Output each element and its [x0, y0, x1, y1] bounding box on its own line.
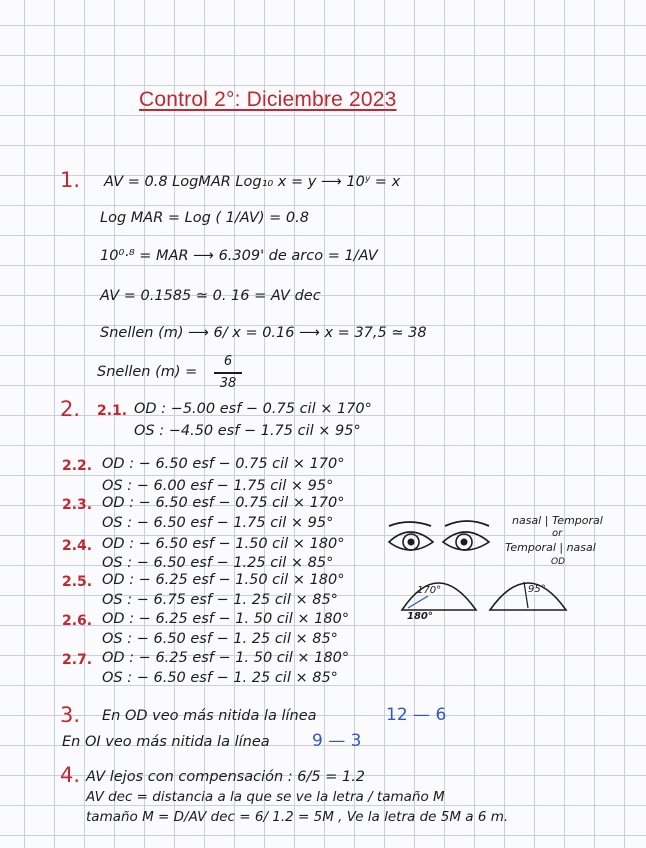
- subsection-2-3-label: 2.3.: [62, 497, 93, 513]
- axis-label-left-blue: 180°: [407, 611, 433, 622]
- or-label: or: [552, 528, 563, 539]
- section-1-line-1: AV = 0.8 LogMAR Log₁₀ x = y ⟶ 10ʸ = x: [104, 174, 401, 190]
- subsection-2-6-os: OS : − 6.50 esf − 1. 25 cil × 85°: [102, 631, 338, 647]
- temporal-nasal-label: Temporal | nasal: [505, 541, 596, 554]
- nasal-temporal-label: nasal | Temporal: [512, 514, 603, 527]
- subsection-2-2-os: OS : − 6.00 esf − 1.75 cil × 95°: [102, 478, 334, 494]
- section-2-number: 2.: [60, 397, 81, 421]
- section-4-line-1: AV lejos con compensación : 6/5 = 1.2: [86, 769, 366, 785]
- section-1-line-2: Log MAR = Log ( 1/AV) = 0.8: [100, 210, 309, 226]
- section-3-line-1-answer: 12 — 6: [386, 705, 447, 725]
- section-3-line-2: En OI veo más nitida la línea: [62, 734, 270, 750]
- fraction-bar: [214, 372, 242, 374]
- section-1-line-4: AV = 0.1585 ≃ 0. 16 = AV dec: [100, 288, 321, 304]
- section-4-number: 4.: [60, 763, 81, 787]
- subsection-2-1-od: OD : −5.00 esf − 0.75 cil × 170°: [134, 401, 372, 417]
- subsection-2-5-label: 2.5.: [62, 574, 93, 590]
- subsection-2-1-label: 2.1.: [97, 403, 128, 419]
- section-1-line-6-label: Snellen (m) =: [97, 364, 198, 380]
- section-3-line-1: En OD veo más nitida la línea: [102, 708, 317, 724]
- subsection-2-3-od: OD : − 6.50 esf − 0.75 cil × 170°: [102, 495, 345, 511]
- section-1-line-5: Snellen (m) ⟶ 6/ x = 0.16 ⟶ x = 37,5 ≃ 38: [100, 325, 427, 341]
- axis-label-left: 170°: [417, 585, 442, 596]
- od-label: OD: [551, 557, 566, 567]
- subsection-2-3-os: OS : − 6.50 esf − 1.75 cil × 95°: [102, 515, 334, 531]
- section-3-line-2-answer: 9 — 3: [312, 731, 362, 751]
- subsection-2-4-label: 2.4.: [62, 538, 93, 554]
- fraction-numerator: 6: [223, 354, 233, 369]
- subsection-2-6-label: 2.6.: [62, 613, 93, 629]
- subsection-2-2-label: 2.2.: [62, 458, 93, 474]
- subsection-2-7-od: OD : − 6.25 esf − 1. 50 cil × 180°: [102, 650, 350, 666]
- subsection-2-1-os: OS : −4.50 esf − 1.75 cil × 95°: [134, 423, 361, 439]
- subsection-2-6-od: OD : − 6.25 esf − 1. 50 cil × 180°: [102, 611, 350, 627]
- subsection-2-4-os: OS : − 6.50 esf − 1.25 cil × 85°: [102, 555, 334, 571]
- subsection-2-7-label: 2.7.: [62, 652, 93, 668]
- subsection-2-5-os: OS : − 6.75 esf − 1. 25 cil × 85°: [102, 592, 338, 608]
- section-1-line-3: 10⁰·⁸ = MAR ⟶ 6.309' de arco = 1/AV: [100, 248, 378, 264]
- subsection-2-4-od: OD : − 6.50 esf − 1.50 cil × 180°: [102, 536, 345, 552]
- subsection-2-7-os: OS : − 6.50 esf − 1. 25 cil × 85°: [102, 670, 338, 686]
- eyes-drawing: [385, 512, 495, 562]
- section-4-line-2: AV dec = distancia a la que se ve la letra / tamaño M: [86, 789, 445, 805]
- subsection-2-2-od: OD : − 6.50 esf − 0.75 cil × 170°: [102, 456, 345, 472]
- page-title: Control 2°: Diciembre 2023: [139, 88, 397, 111]
- subsection-2-5-od: OD : − 6.25 esf − 1.50 cil × 180°: [102, 572, 345, 588]
- axis-label-right: 95°: [528, 584, 546, 595]
- section-1-number: 1.: [60, 168, 81, 192]
- section-4-line-3: tamaño M = D/AV dec = 6/ 1.2 = 5M , Ve la letra de 5M a 6 m.: [86, 809, 509, 825]
- section-3-number: 3.: [60, 703, 81, 727]
- fraction-denominator: 38: [219, 376, 237, 391]
